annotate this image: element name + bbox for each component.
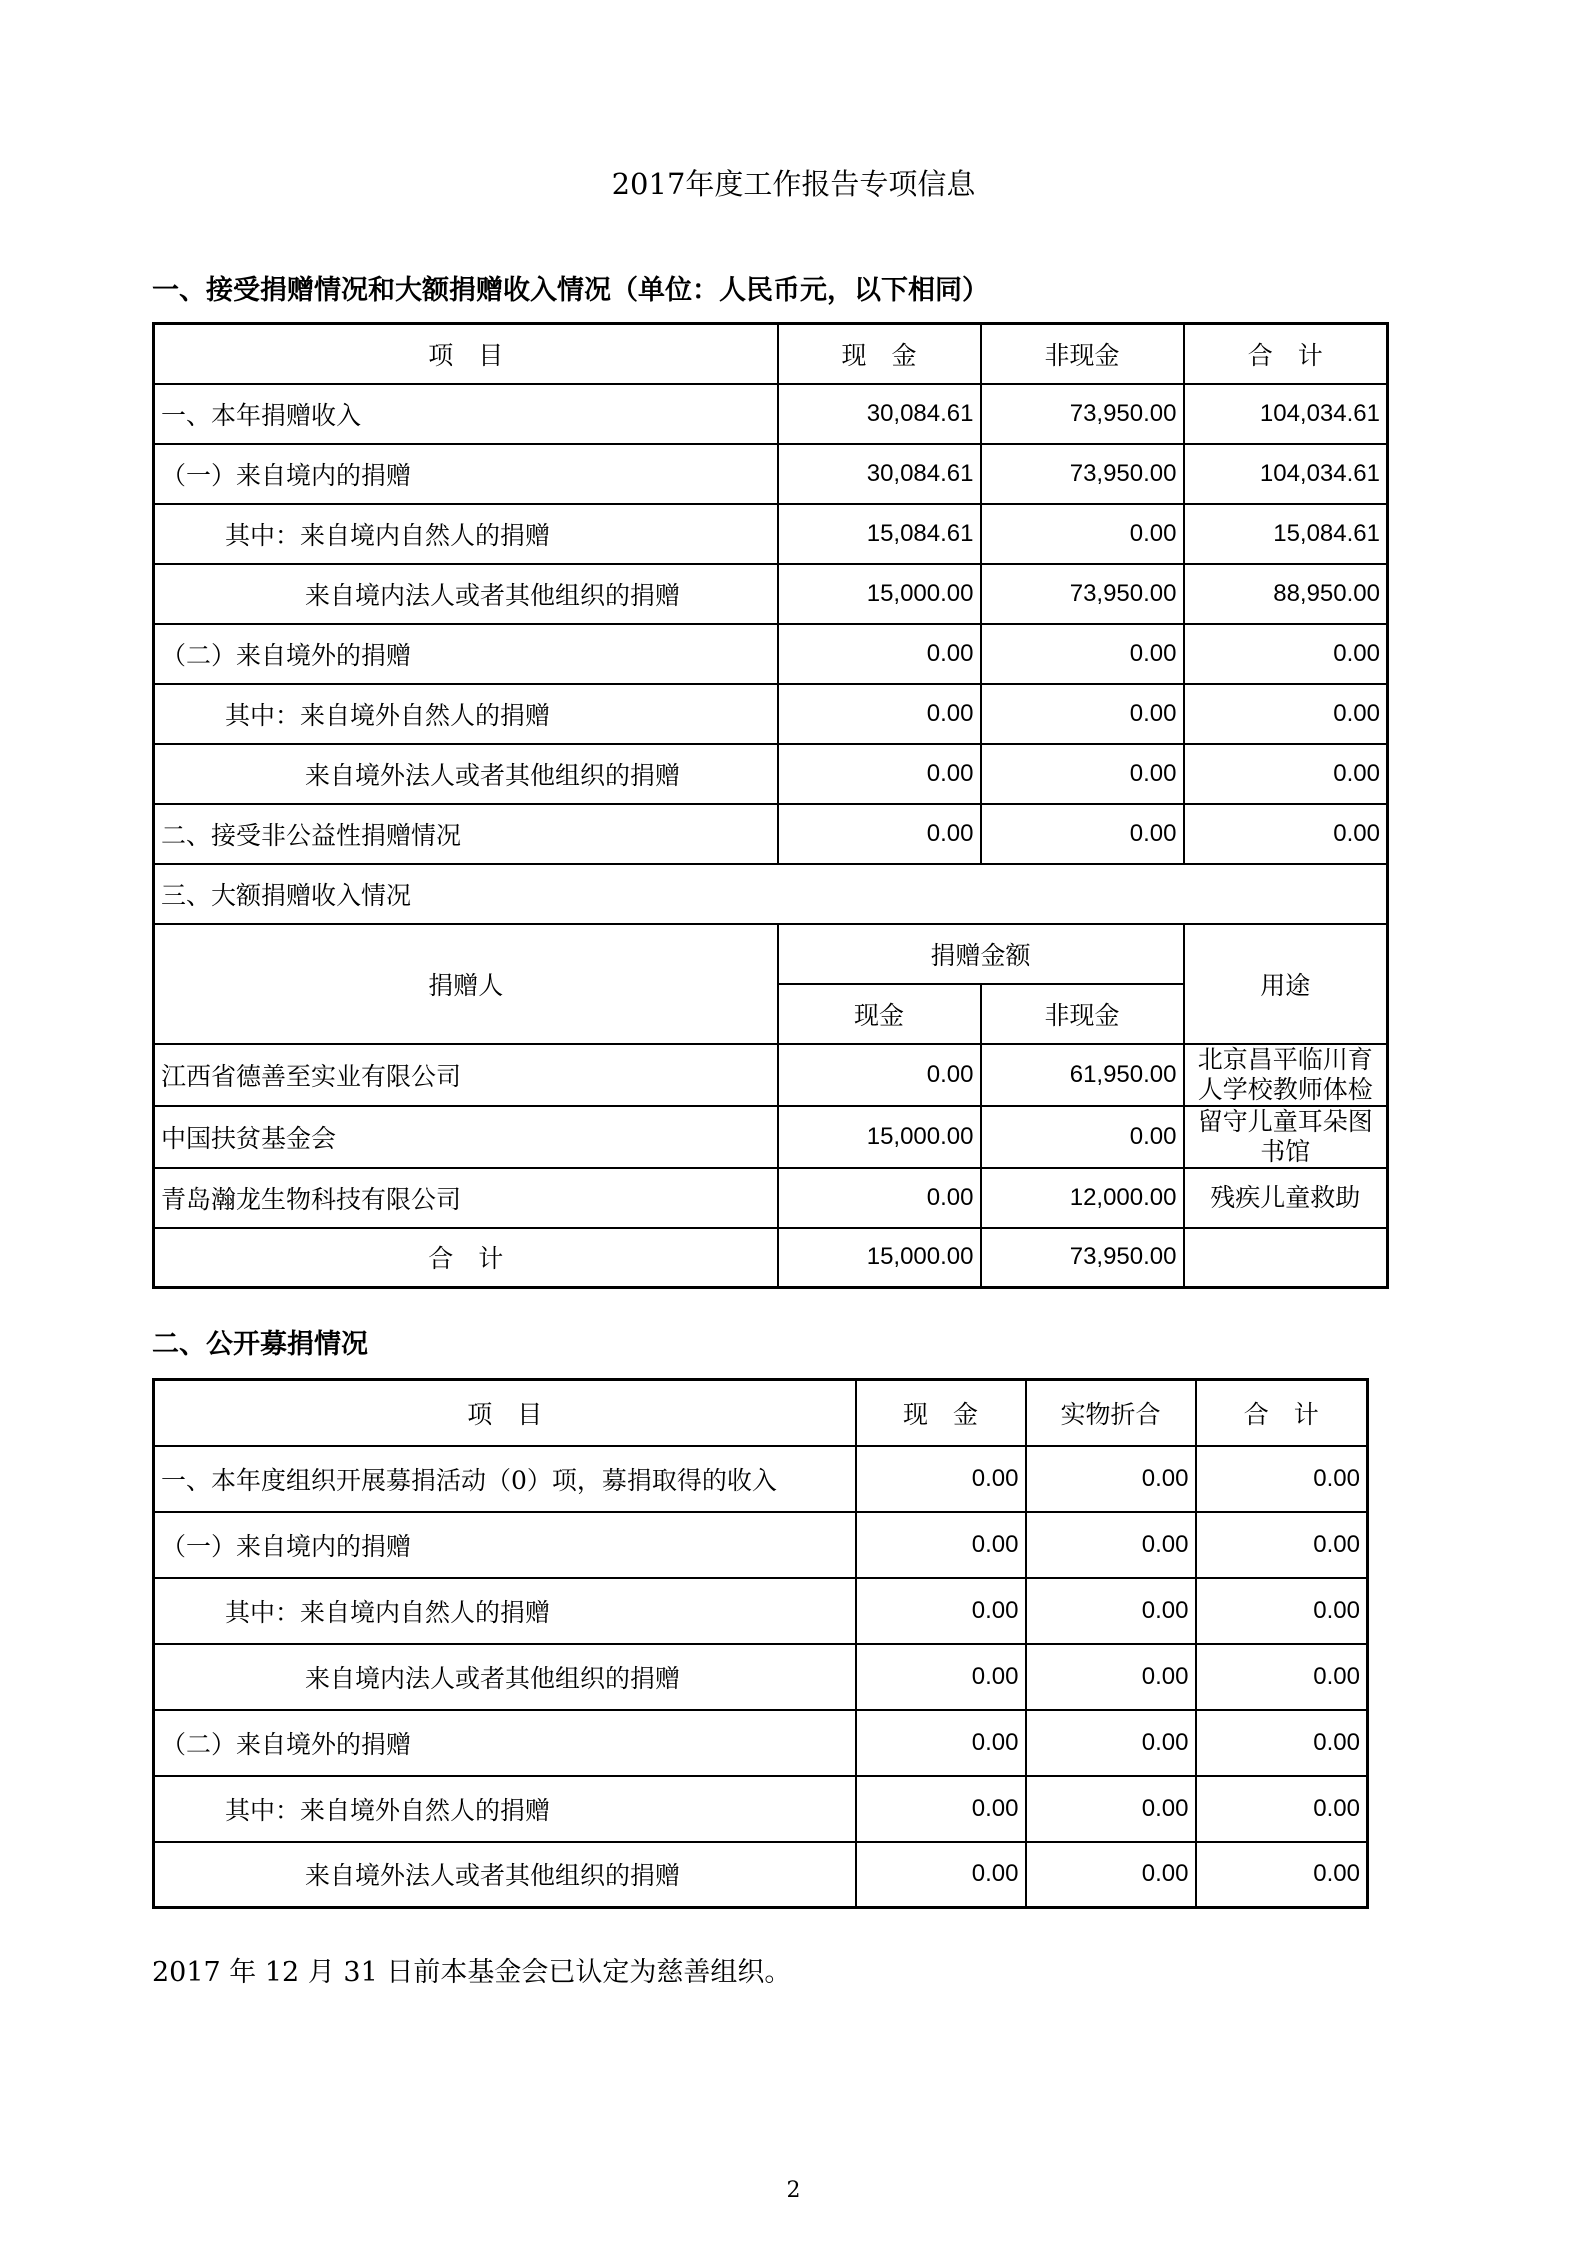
cash-value: 30,084.61 bbox=[778, 444, 981, 504]
total-value: 0.00 bbox=[1196, 1644, 1368, 1710]
noncash-value: 73,950.00 bbox=[981, 444, 1184, 504]
noncash-value: 0.00 bbox=[981, 504, 1184, 564]
table-row bbox=[154, 564, 1388, 624]
header-total: 合 计 bbox=[1184, 324, 1388, 384]
cash-value: 0.00 bbox=[856, 1578, 1026, 1644]
cash-value: 0.00 bbox=[778, 1168, 981, 1228]
charity-status-note: 2017 年 12 月 31 日前本基金会已认定为慈善组织。 bbox=[152, 1957, 792, 1988]
total-value: 0.00 bbox=[1196, 1512, 1368, 1578]
cash-value: 15,000.00 bbox=[778, 564, 981, 624]
donor-name: 青岛瀚龙生物科技有限公司 bbox=[154, 1168, 778, 1228]
cash-value: 0.00 bbox=[778, 804, 981, 864]
noncash-value: 0.00 bbox=[981, 1106, 1184, 1168]
total-value: 0.00 bbox=[1196, 1842, 1368, 1908]
total-value: 0.00 bbox=[1184, 684, 1388, 744]
table-row bbox=[154, 1168, 1388, 1228]
large-donation-heading-row bbox=[154, 864, 1388, 924]
page-title: 2017年度工作报告专项信息 bbox=[611, 167, 976, 201]
cash-value: 15,000.00 bbox=[778, 1106, 981, 1168]
inkind-value: 0.00 bbox=[1026, 1842, 1196, 1908]
row-label: 其中：来自境内自然人的捐赠 bbox=[154, 504, 778, 564]
row-label: （一）来自境内的捐赠 bbox=[154, 444, 778, 504]
header-item: 项 目 bbox=[154, 324, 778, 384]
noncash-value: 61,950.00 bbox=[981, 1044, 1184, 1106]
row-label: 来自境内法人或者其他组织的捐赠 bbox=[154, 564, 778, 624]
cash-value: 0.00 bbox=[778, 1044, 981, 1106]
table-row bbox=[154, 1044, 1388, 1106]
table-header-row bbox=[154, 1380, 1368, 1446]
donor-name: 江西省德善至实业有限公司 bbox=[154, 1044, 778, 1106]
total-label: 合 计 bbox=[154, 1228, 778, 1288]
cash-value: 15,000.00 bbox=[778, 1228, 981, 1288]
cash-value: 0.00 bbox=[856, 1512, 1026, 1578]
table-row bbox=[154, 804, 1388, 864]
cash-value: 15,084.61 bbox=[778, 504, 981, 564]
table-header-row bbox=[154, 324, 1388, 384]
table-row bbox=[154, 1710, 1368, 1776]
total-value: 15,084.61 bbox=[1184, 504, 1388, 564]
table-row bbox=[154, 624, 1388, 684]
inkind-value: 0.00 bbox=[1026, 1776, 1196, 1842]
donor-name: 中国扶贫基金会 bbox=[154, 1106, 778, 1168]
total-value: 0.00 bbox=[1196, 1710, 1368, 1776]
purpose: 留守儿童耳朵图书馆 bbox=[1184, 1106, 1388, 1168]
row-label: 来自境内法人或者其他组织的捐赠 bbox=[154, 1644, 856, 1710]
large-donation-heading: 三、大额捐赠收入情况 bbox=[154, 864, 1388, 924]
cash-value: 0.00 bbox=[856, 1644, 1026, 1710]
total-value: 0.00 bbox=[1196, 1578, 1368, 1644]
purpose: 残疾儿童救助 bbox=[1184, 1168, 1388, 1228]
row-label: 来自境外法人或者其他组织的捐赠 bbox=[154, 1842, 856, 1908]
cash-value: 0.00 bbox=[856, 1842, 1026, 1908]
row-label: （二）来自境外的捐赠 bbox=[154, 1710, 856, 1776]
cash-value: 0.00 bbox=[856, 1446, 1026, 1512]
cash-value: 0.00 bbox=[856, 1776, 1026, 1842]
noncash-value: 0.00 bbox=[981, 684, 1184, 744]
header-total: 合 计 bbox=[1196, 1380, 1368, 1446]
table-row bbox=[154, 1512, 1368, 1578]
section-2-heading: 二、公开募捐情况 bbox=[152, 1329, 368, 1360]
noncash-value: 0.00 bbox=[981, 744, 1184, 804]
row-label: 其中：来自境外自然人的捐赠 bbox=[154, 684, 778, 744]
total-value: 0.00 bbox=[1196, 1776, 1368, 1842]
header-cash: 现 金 bbox=[856, 1380, 1026, 1446]
header-item: 项 目 bbox=[154, 1380, 856, 1446]
header-noncash: 非现金 bbox=[981, 984, 1184, 1044]
row-label: 其中：来自境内自然人的捐赠 bbox=[154, 1578, 856, 1644]
cash-value: 0.00 bbox=[856, 1710, 1026, 1776]
total-value: 0.00 bbox=[1184, 744, 1388, 804]
noncash-value: 12,000.00 bbox=[981, 1168, 1184, 1228]
section-1-heading: 一、接受捐赠情况和大额捐赠收入情况（单位：人民币元，以下相同） bbox=[152, 275, 989, 306]
public-fundraising-table bbox=[152, 1378, 1369, 1909]
table-row bbox=[154, 1446, 1368, 1512]
row-label: （二）来自境外的捐赠 bbox=[154, 624, 778, 684]
table-row bbox=[154, 1776, 1368, 1842]
donation-income-table bbox=[152, 322, 1389, 1289]
header-donor: 捐赠人 bbox=[154, 924, 778, 1044]
noncash-value: 73,950.00 bbox=[981, 384, 1184, 444]
noncash-value: 73,950.00 bbox=[981, 1228, 1184, 1288]
table-row bbox=[154, 444, 1388, 504]
table-row bbox=[154, 504, 1388, 564]
cash-value: 30,084.61 bbox=[778, 384, 981, 444]
total-value: 0.00 bbox=[1184, 624, 1388, 684]
header-donation-amount: 捐赠金额 bbox=[778, 924, 1184, 984]
row-label: 来自境外法人或者其他组织的捐赠 bbox=[154, 744, 778, 804]
total-value: 104,034.61 bbox=[1184, 444, 1388, 504]
inkind-value: 0.00 bbox=[1026, 1512, 1196, 1578]
total-value: 0.00 bbox=[1184, 804, 1388, 864]
page-number: 2 bbox=[786, 2178, 801, 2203]
table-row bbox=[154, 1106, 1388, 1168]
total-value: 0.00 bbox=[1196, 1446, 1368, 1512]
inkind-value: 0.00 bbox=[1026, 1644, 1196, 1710]
cash-value: 0.00 bbox=[778, 624, 981, 684]
header-cash: 现 金 bbox=[778, 324, 981, 384]
table-row bbox=[154, 1578, 1368, 1644]
header-inkind: 实物折合 bbox=[1026, 1380, 1196, 1446]
row-label: 二、接受非公益性捐赠情况 bbox=[154, 804, 778, 864]
row-label: （一）来自境内的捐赠 bbox=[154, 1512, 856, 1578]
noncash-value: 0.00 bbox=[981, 624, 1184, 684]
table-row bbox=[154, 684, 1388, 744]
table-row bbox=[154, 1842, 1368, 1908]
inkind-value: 0.00 bbox=[1026, 1710, 1196, 1776]
purpose: 北京昌平临川育人学校教师体检 bbox=[1184, 1044, 1388, 1106]
noncash-value: 73,950.00 bbox=[981, 564, 1184, 624]
total-row bbox=[154, 1228, 1388, 1288]
purpose bbox=[1184, 1228, 1388, 1288]
table-row bbox=[154, 384, 1388, 444]
noncash-value: 0.00 bbox=[981, 804, 1184, 864]
header-purpose: 用途 bbox=[1184, 924, 1388, 1044]
inkind-value: 0.00 bbox=[1026, 1578, 1196, 1644]
cash-value: 0.00 bbox=[778, 684, 981, 744]
row-label: 一、本年捐赠收入 bbox=[154, 384, 778, 444]
table-row bbox=[154, 1644, 1368, 1710]
large-header-row bbox=[154, 924, 1388, 984]
cash-value: 0.00 bbox=[778, 744, 981, 804]
header-noncash: 非现金 bbox=[981, 324, 1184, 384]
row-label: 一、本年度组织开展募捐活动（0）项，募捐取得的收入 bbox=[154, 1446, 856, 1512]
inkind-value: 0.00 bbox=[1026, 1446, 1196, 1512]
total-value: 88,950.00 bbox=[1184, 564, 1388, 624]
total-value: 104,034.61 bbox=[1184, 384, 1388, 444]
table-row bbox=[154, 744, 1388, 804]
header-cash: 现金 bbox=[778, 984, 981, 1044]
row-label: 其中：来自境外自然人的捐赠 bbox=[154, 1776, 856, 1842]
